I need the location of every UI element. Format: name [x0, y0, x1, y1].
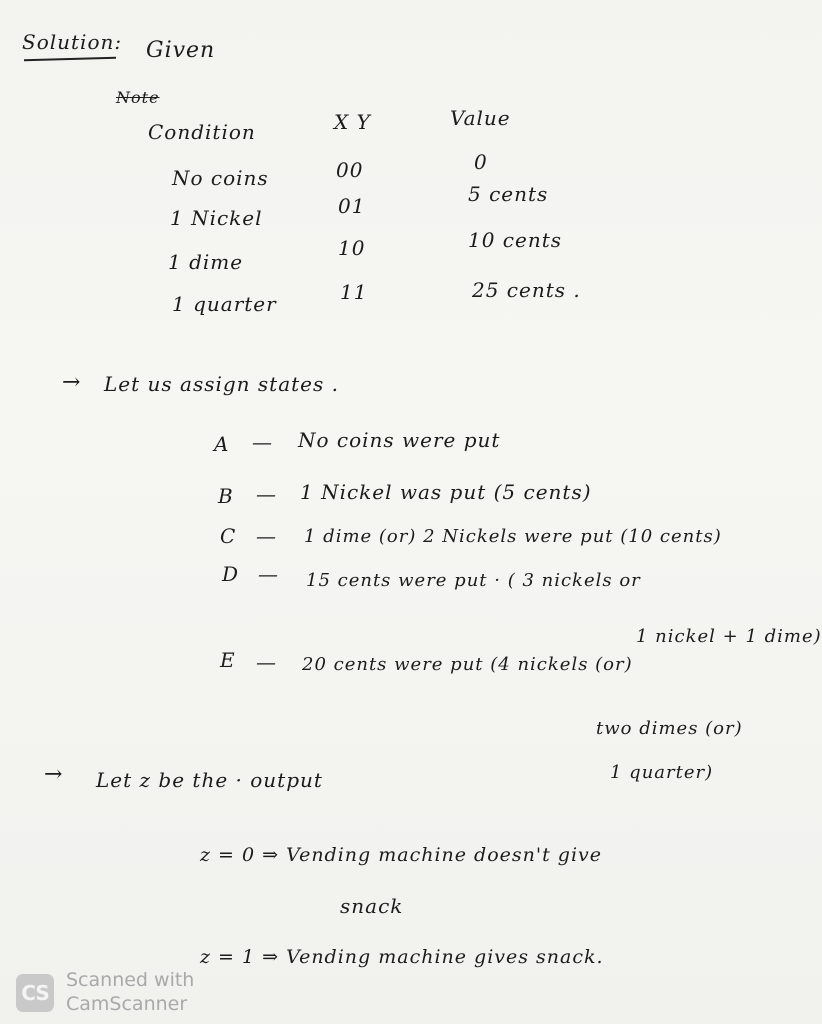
row-value: 10 cents [468, 228, 563, 252]
given-label: Given [146, 38, 216, 63]
camscanner-logo-icon: CS [16, 974, 54, 1012]
row-xy: 01 [338, 194, 366, 218]
state-label: A [214, 432, 230, 456]
watermark-line-2: CamScanner [66, 993, 188, 1015]
state-label: C [220, 524, 237, 548]
state-text: 1 quarter) [610, 762, 714, 783]
state-dash: — [256, 482, 277, 506]
assign-heading: Let us assign states . [104, 372, 339, 396]
row-value: 5 cents [468, 182, 549, 206]
watermark-text [66, 968, 194, 1016]
output-heading: Let z be the · output [96, 768, 323, 792]
row-xy: 10 [338, 236, 366, 260]
state-text: No coins were put [298, 428, 501, 452]
state-text: 20 cents were put (4 nickels (or) [302, 654, 633, 675]
camscanner-watermark [16, 968, 216, 1016]
state-label: E [220, 648, 236, 672]
z0-line-continued: snack [340, 894, 404, 918]
state-label: B [218, 484, 234, 508]
condition-header: Condition [148, 120, 256, 144]
state-dash: — [252, 430, 273, 454]
state-text: 1 dime (or) 2 Nickels were put (10 cents) [304, 526, 722, 547]
row-xy: 11 [340, 280, 368, 304]
row-value: 25 cents . [472, 278, 581, 302]
struck-note: Note [116, 88, 160, 107]
watermark-line-1: Scanned with [66, 969, 195, 991]
value-header: Value [450, 106, 511, 130]
row-condition: 1 dime [168, 250, 244, 274]
state-text: two dimes (or) [596, 718, 743, 739]
state-text: 1 Nickel was put (5 cents) [300, 480, 592, 504]
arrow-icon: → [44, 762, 64, 787]
z0-line: z = 0 ⇒ Vending machine doesn't give [200, 844, 603, 866]
z1-line: z = 1 ⇒ Vending machine gives snack. [200, 946, 604, 968]
row-condition: 1 Nickel [170, 206, 263, 230]
arrow-icon: → [62, 370, 82, 395]
row-condition: 1 quarter [172, 292, 277, 316]
xy-header: X Y [334, 110, 371, 134]
row-xy: 00 [336, 158, 364, 182]
row-value: 0 [474, 150, 488, 174]
row-condition: No coins [172, 166, 269, 190]
state-dash: — [258, 562, 279, 586]
state-text: 15 cents were put · ( 3 nickels or [306, 570, 641, 591]
state-dash: — [256, 650, 277, 674]
solution-heading: Solution: [22, 30, 123, 54]
state-text: 1 nickel + 1 dime) [636, 626, 822, 647]
state-dash: — [256, 524, 277, 548]
state-label: D [222, 562, 240, 586]
solution-underline [24, 57, 116, 61]
